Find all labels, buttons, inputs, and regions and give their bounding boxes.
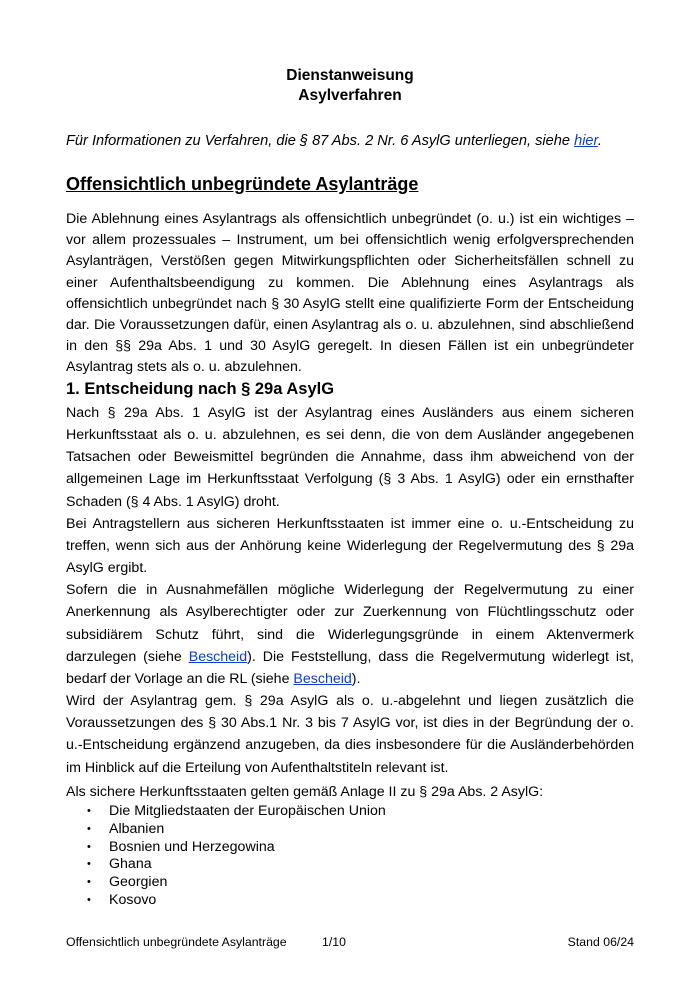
list-item-text: Georgien xyxy=(109,874,168,891)
bullet-icon: • xyxy=(87,858,91,871)
paragraph-3-text-a: Sofern die in Ausnahmefällen mögliche Widerlegung der Regelvermutung zu einer Anerkennung als Asylberechtigter oder zur Zuerkennung von Flüchtlingsschutz oder subsidiärem Schutz führt, sind die Widerlegungsgründe in einem Aktenvermerk darzulegen (siehe xyxy=(66,582,634,665)
subsection-body xyxy=(66,402,634,779)
list-item-text: Kosovo xyxy=(109,891,157,908)
list-item-text: Bosnien und Herzegowina xyxy=(109,838,275,855)
document-title xyxy=(0,66,700,106)
info-note xyxy=(66,131,646,151)
section-heading: Offensichtlich unbegründete Asylanträge xyxy=(66,174,419,194)
list-item-text: Ghana xyxy=(109,856,152,873)
list-item xyxy=(66,839,386,857)
info-text-end: . xyxy=(597,133,602,149)
bullet-icon: • xyxy=(87,840,91,853)
paragraph-3-text-b: ). Die Feststellung, dass die Regelvermutung widerlegt ist, bedarf der Vorlage an die RL (siehe xyxy=(66,648,634,687)
paragraph-4: Wird der Asylantrag gem. § 29a AsylG als o. u.-abgelehnt und liegen zusätzlich die Voraussetzungen des § 30 Abs.1 Nr. 3 bis 7 AsylG vor, ist dies in der Begründung der o. u.-Entscheidung ergänzend anzugeben, da dies insbesondere für die Ausländerbehörden im Hinblick auf die Erteilung von Aufenthaltstiteln relevant ist. xyxy=(66,693,634,776)
subsection-heading: 1. Entscheidung nach § 29a AsylG xyxy=(66,380,335,398)
intro-paragraph: Die Ablehnung eines Asylantrags als offensichtlich unbegründet (o. u.) ist ein wichtiges – vor allem prozessuales – Instrument, um bei offensichtlich wenig erfolgversprechenden Asylanträgen, Verstößen gegen Mitwirkungspflichten oder Sicherheitsfällen schnell zu einer Aufenthaltsbeendigung zu kommen. Die Ablehnung eines Asylantrags als offensichtlich unbegründet nach § 30 AsylG stellt eine qualifizierte Form der Entscheidung dar. Die Voraussetzungen dafür, einen Asylantrag als o. u. abzulehnen, sind abschließend in den §§ 29a Abs. 1 und 30 AsylG geregelt. In diesen Fällen ist ein unbegründeter Asylantrag stets als o. u. abzulehnen. xyxy=(66,211,634,376)
title-line-1: Dienstanweisung xyxy=(286,67,414,84)
bullet-icon: • xyxy=(87,805,91,817)
footer-page-number: 1/10 xyxy=(322,935,346,949)
paragraph-1: Nach § 29a Abs. 1 AsylG ist der Asylantrag eines Ausländers aus einem sicheren Herkunftsstaat als o. u. abzulehnen, es sei denn, die von dem Ausländer angegebenen Tatsachen oder Beweismittel begründen die Annahme, dass ihm abweichend von der allgemeinen Lage im Herkunftsstaat Verfolgung (§ 3 Abs. 1 AsylG) oder ein ernsthafter Schaden (§ 4 Abs. 1 AsylG) droht. xyxy=(66,405,634,510)
list-item-text: Albanien xyxy=(109,820,165,837)
bescheid-link-2[interactable]: Bescheid xyxy=(293,670,352,687)
list-item xyxy=(66,803,386,821)
bescheid-link-1[interactable]: Bescheid xyxy=(188,648,248,665)
title-line-2: Asylverfahren xyxy=(298,87,402,104)
bullet-icon: • xyxy=(87,876,91,889)
list-item-text: Die Mitgliedstaaten der Europäischen Union xyxy=(109,803,386,819)
paragraph-2: Bei Antragstellern aus sicheren Herkunftsstaaten ist immer eine o. u.-Entscheidung zu treffen, wenn sich aus der Anhörung keine Widerlegung der Regelvermutung des § 29a AsylG ergibt. xyxy=(66,515,634,577)
list-item xyxy=(66,874,386,892)
list-item xyxy=(66,892,386,910)
footer-title: Offensichtlich unbegründete Asylanträge xyxy=(66,935,287,949)
paragraph-3 xyxy=(66,579,634,690)
bullet-icon: • xyxy=(87,893,91,906)
list-item xyxy=(66,856,386,874)
paragraph-3-text-c: ). xyxy=(351,670,361,687)
footer-status: Stand 06/24 xyxy=(567,935,634,949)
list-item xyxy=(66,821,386,839)
info-text: Für Informationen zu Verfahren, die § 87 Abs. 2 Nr. 6 AsylG unterliegen, siehe xyxy=(66,133,575,149)
safe-countries-list xyxy=(66,803,386,910)
info-link-hier[interactable]: hier xyxy=(574,133,598,149)
safe-countries-lead: Als sichere Herkunftsstaaten gelten gemäß Anlage II zu § 29a Abs. 2 AsylG: xyxy=(66,784,544,800)
bullet-icon: • xyxy=(87,822,91,835)
